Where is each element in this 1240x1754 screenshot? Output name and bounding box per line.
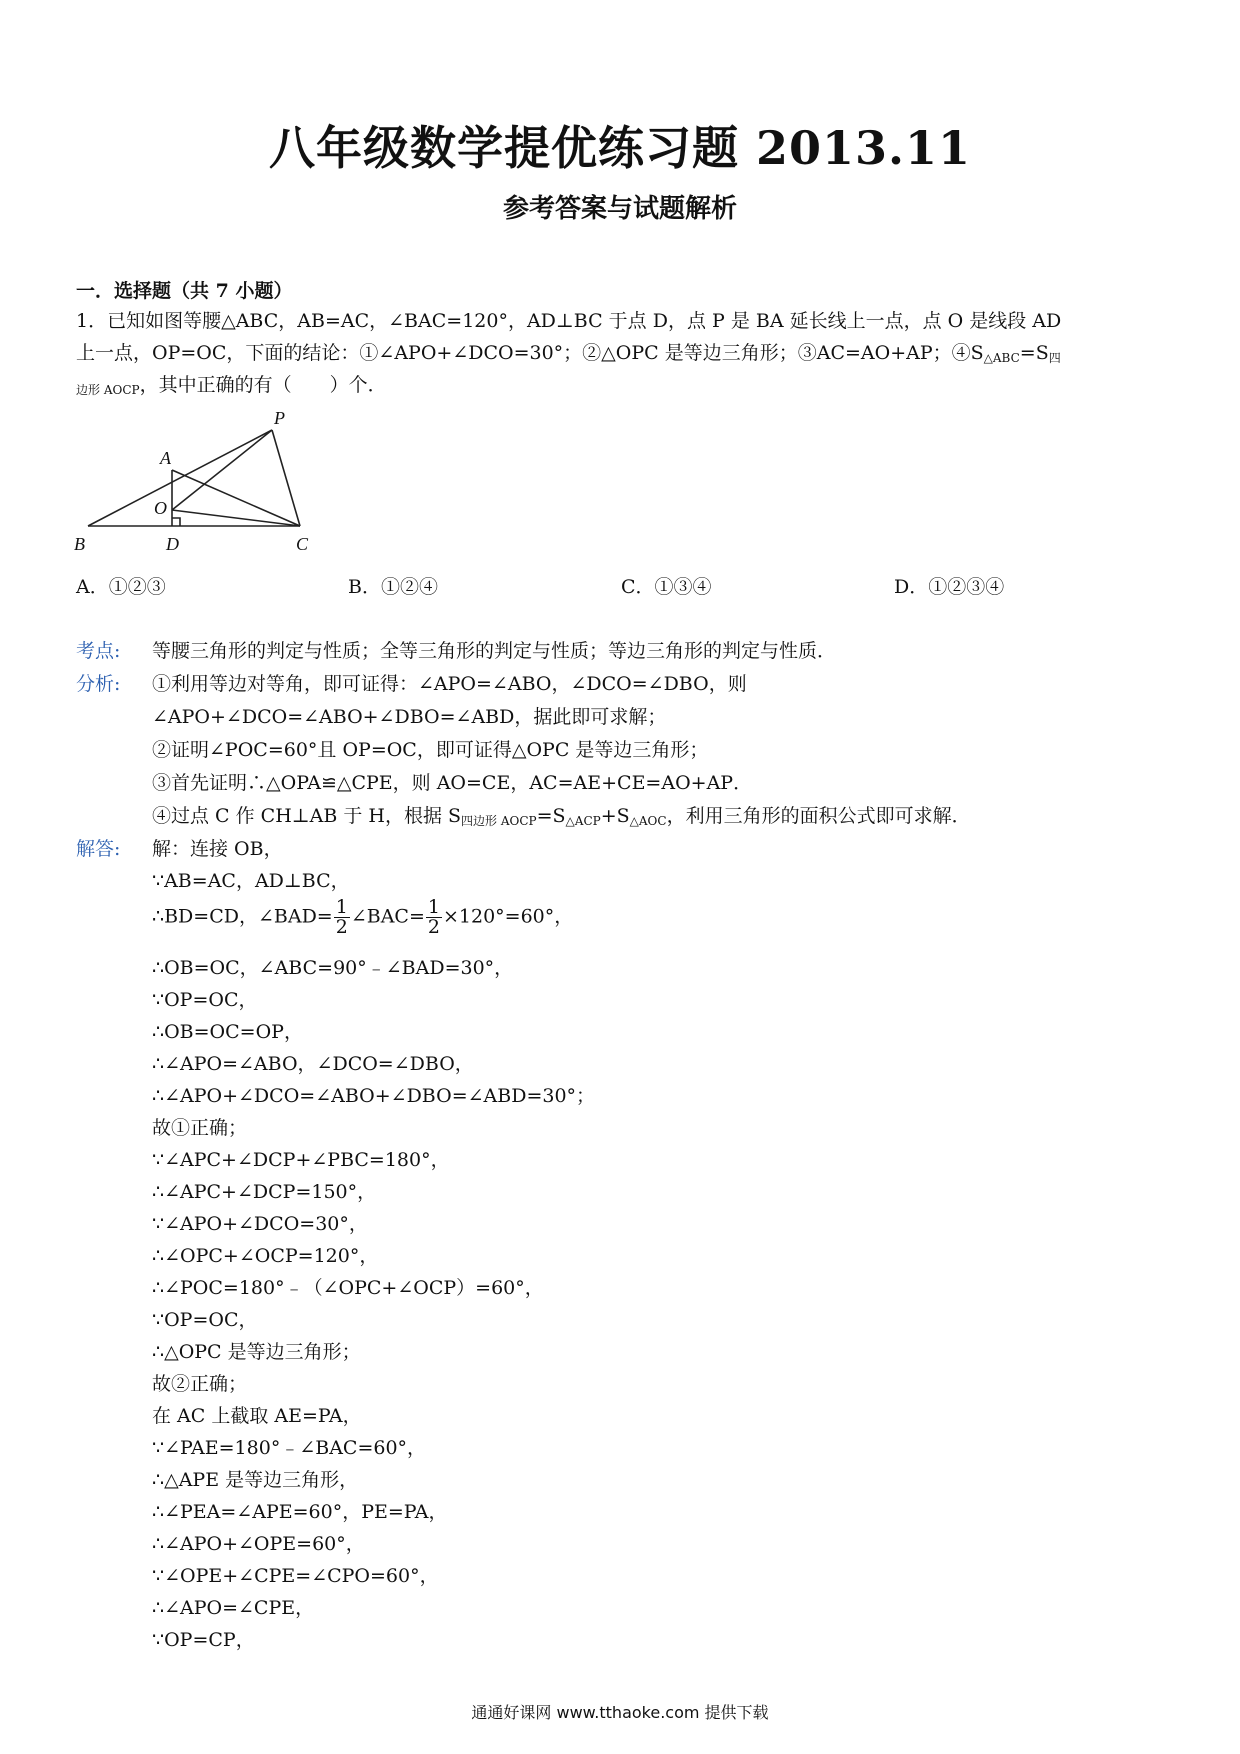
- subscript-quad-part2: 边形 AOCP: [76, 383, 140, 397]
- label-C: C: [296, 534, 309, 554]
- question-line-2: [76, 338, 1061, 366]
- option-c: C．①③④: [621, 576, 712, 598]
- jieda-line-19: ∵∠PAE=180°﹣∠BAC=60°，: [152, 1437, 427, 1459]
- frac-denominator: 2: [335, 916, 348, 938]
- fenxi-line-3: ②证明∠POC=60°且 OP=OC，即可证得△OPC 是等边三角形；: [152, 739, 709, 761]
- fenxi-line-2: ∠APO+∠DCO=∠ABO+∠DBO=∠ABD，据此即可求解；: [152, 706, 667, 728]
- question-line-1: 1．已知如图等腰△ABC，AB=AC，∠BAC=120°，AD⊥BC 于点 D，点 P 是 BA 延长线上一点，点 O 是线段 AD: [76, 310, 1062, 332]
- label-D: D: [166, 534, 179, 554]
- fenxi-line-5-b: =S: [536, 805, 566, 827]
- jieda-label: 解答:: [76, 838, 121, 860]
- label-P: P: [274, 408, 285, 428]
- jieda-line-21: ∴∠PEA=∠APE=60°，PE=PA，: [152, 1501, 448, 1523]
- page-title: 八年级数学提优练习题 2013.11: [268, 121, 972, 175]
- jieda-line-2: ∵AB=AC，AD⊥BC，: [152, 870, 350, 892]
- jieda-line-22: ∴∠APO+∠OPE=60°，: [152, 1533, 365, 1555]
- subscript-triangle-abc: △ABC: [983, 351, 1020, 365]
- segment-PC: [272, 430, 300, 526]
- question-line-3: [76, 370, 387, 398]
- jieda-line-23: ∵∠OPE+∠CPE=∠CPO=60°，: [152, 1565, 439, 1587]
- label-B: B: [74, 534, 85, 554]
- jieda-line-10: ∵∠APC+∠DCP+∠PBC=180°，: [152, 1149, 450, 1171]
- jieda-line-9: 故①正确；: [152, 1117, 248, 1139]
- answer-options: [76, 572, 1176, 602]
- kaodian-label: 考点:: [76, 640, 121, 662]
- jieda-line-8: ∴∠APO+∠DCO=∠ABO+∠DBO=∠ABD=30°；: [152, 1085, 596, 1107]
- subscript-triangle-aoc: △AOC: [629, 814, 667, 828]
- jieda-line-13: ∴∠OPC+∠OCP=120°，: [152, 1245, 379, 1267]
- frac-denominator: 2: [427, 916, 440, 938]
- option-b: B．①②④: [348, 576, 438, 598]
- option-d: D．①②③④: [894, 576, 1005, 598]
- option-a: A．①②③: [76, 576, 166, 598]
- question-line-2-text: 上一点，OP=OC，下面的结论：①∠APO+∠DCO=30°；②△OPC 是等边三角形；③AC=AO+AP；④S: [76, 342, 984, 364]
- jieda-line-1: 解：连接 OB，: [152, 838, 283, 860]
- jieda-line-18: 在 AC 上截取 AE=PA，: [152, 1405, 362, 1427]
- jieda-line-3-a: ∴BD=CD，∠BAD=: [152, 905, 333, 928]
- fenxi-label: 分析:: [76, 673, 121, 695]
- right-angle-mark: [172, 518, 180, 526]
- label-A: A: [160, 448, 171, 468]
- fenxi-line-4: ③首先证明∴△OPA≌△CPE，则 AO=CE，AC=AE+CE=AO+AP．: [152, 772, 753, 794]
- jieda-line-16: ∴△OPC 是等边三角形；: [152, 1341, 361, 1363]
- fenxi-line-5-d: ，利用三角形的面积公式即可求解．: [666, 805, 971, 827]
- jieda-line-5: ∵OP=OC，: [152, 989, 258, 1011]
- fenxi-line-1: ①利用等边对等角，即可证得：∠APO=∠ABO，∠DCO=∠DBO，则: [152, 673, 747, 695]
- question-line-2-eq: =S: [1019, 342, 1049, 364]
- jieda-line-3-c: ×120°=60°，: [442, 905, 574, 928]
- jieda-line-3: [152, 898, 573, 937]
- kaodian-text: 等腰三角形的判定与性质；全等三角形的判定与性质；等边三角形的判定与性质．: [152, 640, 837, 662]
- jieda-line-20: ∴△APE 是等边三角形，: [152, 1469, 359, 1491]
- jieda-line-14: ∴∠POC=180°﹣（∠OPC+∠OCP）=60°，: [152, 1277, 544, 1299]
- section-heading: 一．选择题（共 7 小题）: [76, 280, 293, 302]
- fraction-one-half: [334, 898, 350, 937]
- geometry-figure: [72, 408, 312, 556]
- jieda-line-6: ∴OB=OC=OP，: [152, 1021, 303, 1043]
- jieda-line-17: 故②正确；: [152, 1373, 248, 1395]
- subscript-quad-aocp: 四边形 AOCP: [461, 814, 537, 828]
- frac-numerator: 1: [427, 896, 440, 918]
- jieda-line-7: ∴∠APO=∠ABO，∠DCO=∠DBO，: [152, 1053, 474, 1075]
- segment-OP: [172, 430, 272, 510]
- jieda-line-12: ∵∠APO+∠DCO=30°，: [152, 1213, 368, 1235]
- subscript-quad-part1: 四: [1048, 351, 1061, 365]
- fenxi-line-5: [152, 801, 971, 829]
- page-footer: 通通好课网 www.tthaoke.com 提供下载: [471, 1703, 769, 1722]
- fenxi-line-5-a: ④过点 C 作 CH⊥AB 于 H，根据 S: [152, 805, 462, 827]
- fenxi-line-5-c: +S: [600, 805, 630, 827]
- jieda-line-3-b: ∠BAC=: [350, 905, 425, 928]
- label-O: O: [154, 498, 167, 518]
- jieda-line-24: ∴∠APO=∠CPE，: [152, 1597, 315, 1619]
- question-line-3-text: ，其中正确的有（ ）个．: [139, 374, 387, 396]
- fraction-one-half-2: [426, 898, 442, 937]
- subscript-triangle-acp: △ACP: [565, 814, 601, 828]
- frac-numerator: 1: [335, 896, 348, 918]
- jieda-line-15: ∵OP=OC，: [152, 1309, 258, 1331]
- page-subtitle: 参考答案与试题解析: [502, 194, 737, 224]
- jieda-line-25: ∵OP=CP，: [152, 1629, 255, 1651]
- jieda-line-11: ∴∠APC+∠DCP=150°，: [152, 1181, 377, 1203]
- jieda-line-4: ∴OB=OC，∠ABC=90°﹣∠BAD=30°，: [152, 957, 514, 979]
